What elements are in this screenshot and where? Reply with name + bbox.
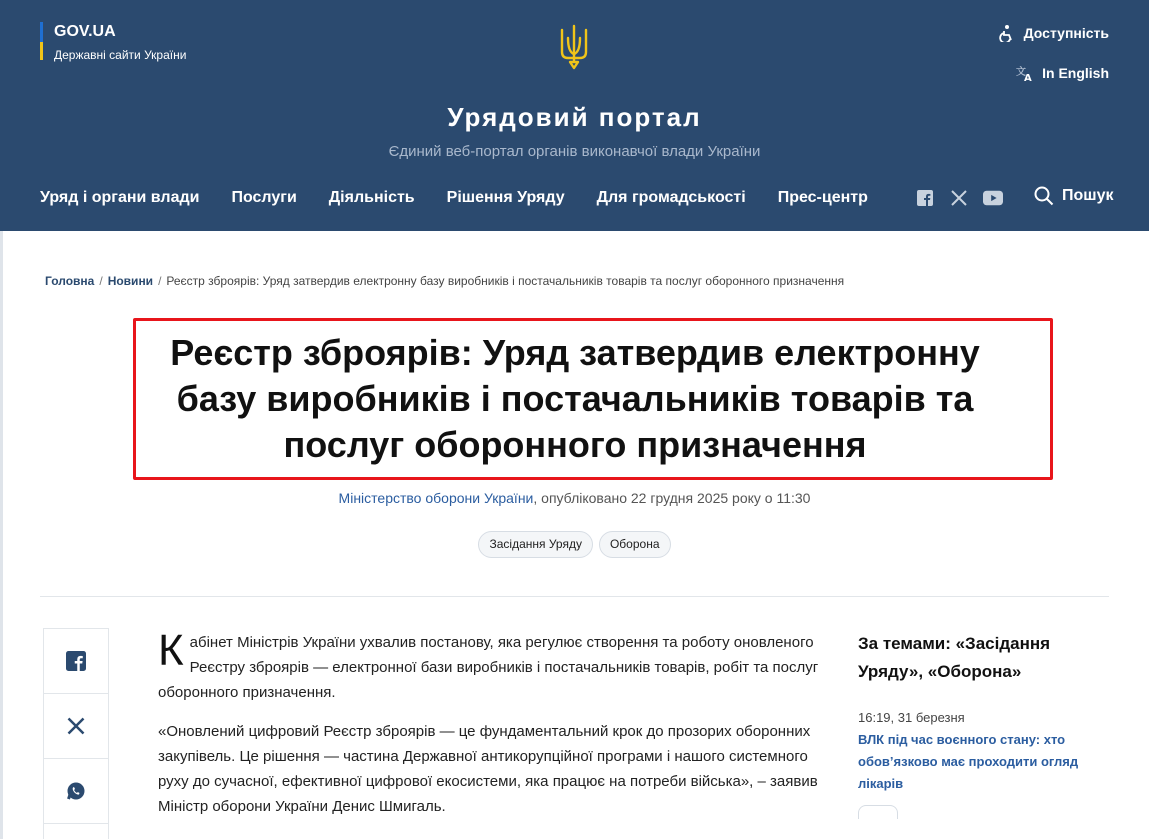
source-link[interactable]: Міністерство оборони України [338, 490, 534, 506]
related-tag-pill[interactable] [858, 805, 898, 819]
portal-title: Урядовий портал [447, 102, 702, 132]
breadcrumb-separator: / [99, 274, 103, 288]
published-date: , опубліковано 22 грудня 2025 року о 11:30 [533, 490, 811, 506]
nav-services[interactable]: Послуги [231, 189, 297, 206]
breadcrumb-news[interactable]: Новини [107, 274, 154, 288]
translate-icon [1016, 64, 1034, 82]
related-sidebar [858, 630, 1108, 819]
search-icon [1034, 186, 1054, 206]
nav-press[interactable]: Прес-центр [777, 189, 868, 206]
tag-list [0, 531, 1149, 558]
share-panel [43, 628, 109, 839]
article-meta [0, 490, 1149, 506]
related-title: За темами: «Засідання Уряду», «Оборона» [858, 634, 1051, 681]
tag-government-meeting[interactable]: Засідання Уряду [478, 531, 592, 558]
whatsapp-icon [66, 781, 86, 801]
nav-public[interactable]: Для громадськості [596, 189, 746, 206]
youtube-icon[interactable] [983, 188, 1003, 208]
svg-text:A: A [1024, 73, 1032, 82]
social-links [915, 188, 1017, 208]
accessibility-label: Доступність [1023, 25, 1109, 41]
x-icon [66, 716, 86, 736]
site-header [0, 0, 1149, 231]
breadcrumb-current: Реєстр зброярів: Уряд затвердив електронну базу виробників і постачальників товарів та послуг оборонного призначення [166, 274, 845, 288]
search-label: Пошук [1062, 187, 1114, 204]
related-date: 16:19, 31 березня [858, 710, 965, 725]
x-icon[interactable] [949, 188, 969, 208]
accessibility-icon [998, 24, 1016, 42]
portal-subtitle: Єдиний веб-портал органів виконавчої влади України [388, 143, 761, 160]
nav-decisions[interactable]: Рішення Уряду [446, 189, 565, 206]
trident-logo-icon[interactable] [559, 24, 589, 70]
divider [40, 596, 1109, 597]
share-whatsapp-button[interactable] [44, 759, 108, 824]
article-paragraph-text: абінет Міністрів України ухвалив постанову, яка регулює створення та роботу оновленого Реєстру зброярів — електронної бази виробників і постачальників товарів, робіт та послуг оборонного призначення. [158, 634, 819, 701]
govua-subtitle: Державні сайти України [54, 48, 187, 62]
page-title: Реєстр зброярів: Уряд затвердив електронну базу виробників і постачальників товарів та послуг оборонного призначення [170, 332, 980, 465]
article-body [158, 626, 838, 833]
breadcrumb [45, 274, 844, 288]
breadcrumb-separator: / [158, 274, 162, 288]
english-link[interactable] [998, 62, 1109, 84]
facebook-icon[interactable] [915, 188, 935, 208]
search-button[interactable] [1034, 186, 1114, 206]
nav-government[interactable]: Уряд і органи влади [40, 189, 200, 206]
share-x-button[interactable] [44, 694, 108, 759]
related-link[interactable]: ВЛК під час воєнного стану: хто обов’язково має проходити огляд лікарів [858, 732, 1079, 791]
english-label: In English [1042, 65, 1109, 81]
article-paragraph [158, 626, 838, 705]
breadcrumb-home[interactable]: Головна [45, 274, 95, 288]
share-facebook-button[interactable] [44, 629, 108, 694]
govua-link[interactable] [40, 22, 186, 62]
flag-yellow-bar [40, 42, 43, 60]
tag-defense[interactable]: Оборона [599, 531, 671, 558]
flag-blue-bar [40, 22, 43, 42]
drop-cap: К [158, 626, 184, 675]
share-more-button[interactable] [44, 824, 108, 839]
svg-text:文: 文 [1016, 67, 1027, 78]
main-nav [40, 186, 900, 210]
nav-activity[interactable]: Діяльність [328, 189, 415, 206]
top-right-links [998, 22, 1109, 102]
accessibility-link[interactable] [998, 22, 1109, 44]
govua-title: GOV.UA [54, 23, 116, 40]
facebook-icon [66, 651, 86, 671]
article-paragraph: «Оновлений цифровий Реєстр зброярів — це фундаментальний крок до прозорих оборонних закупівель. Це рішення — частина Державної антикорупційної програми і нашого системного руху до сучасної, ефективної цифрової екосистеми, яка працює на потреби війська», – заявив Міністр оборони України Денис Шмигаль. [158, 723, 818, 815]
